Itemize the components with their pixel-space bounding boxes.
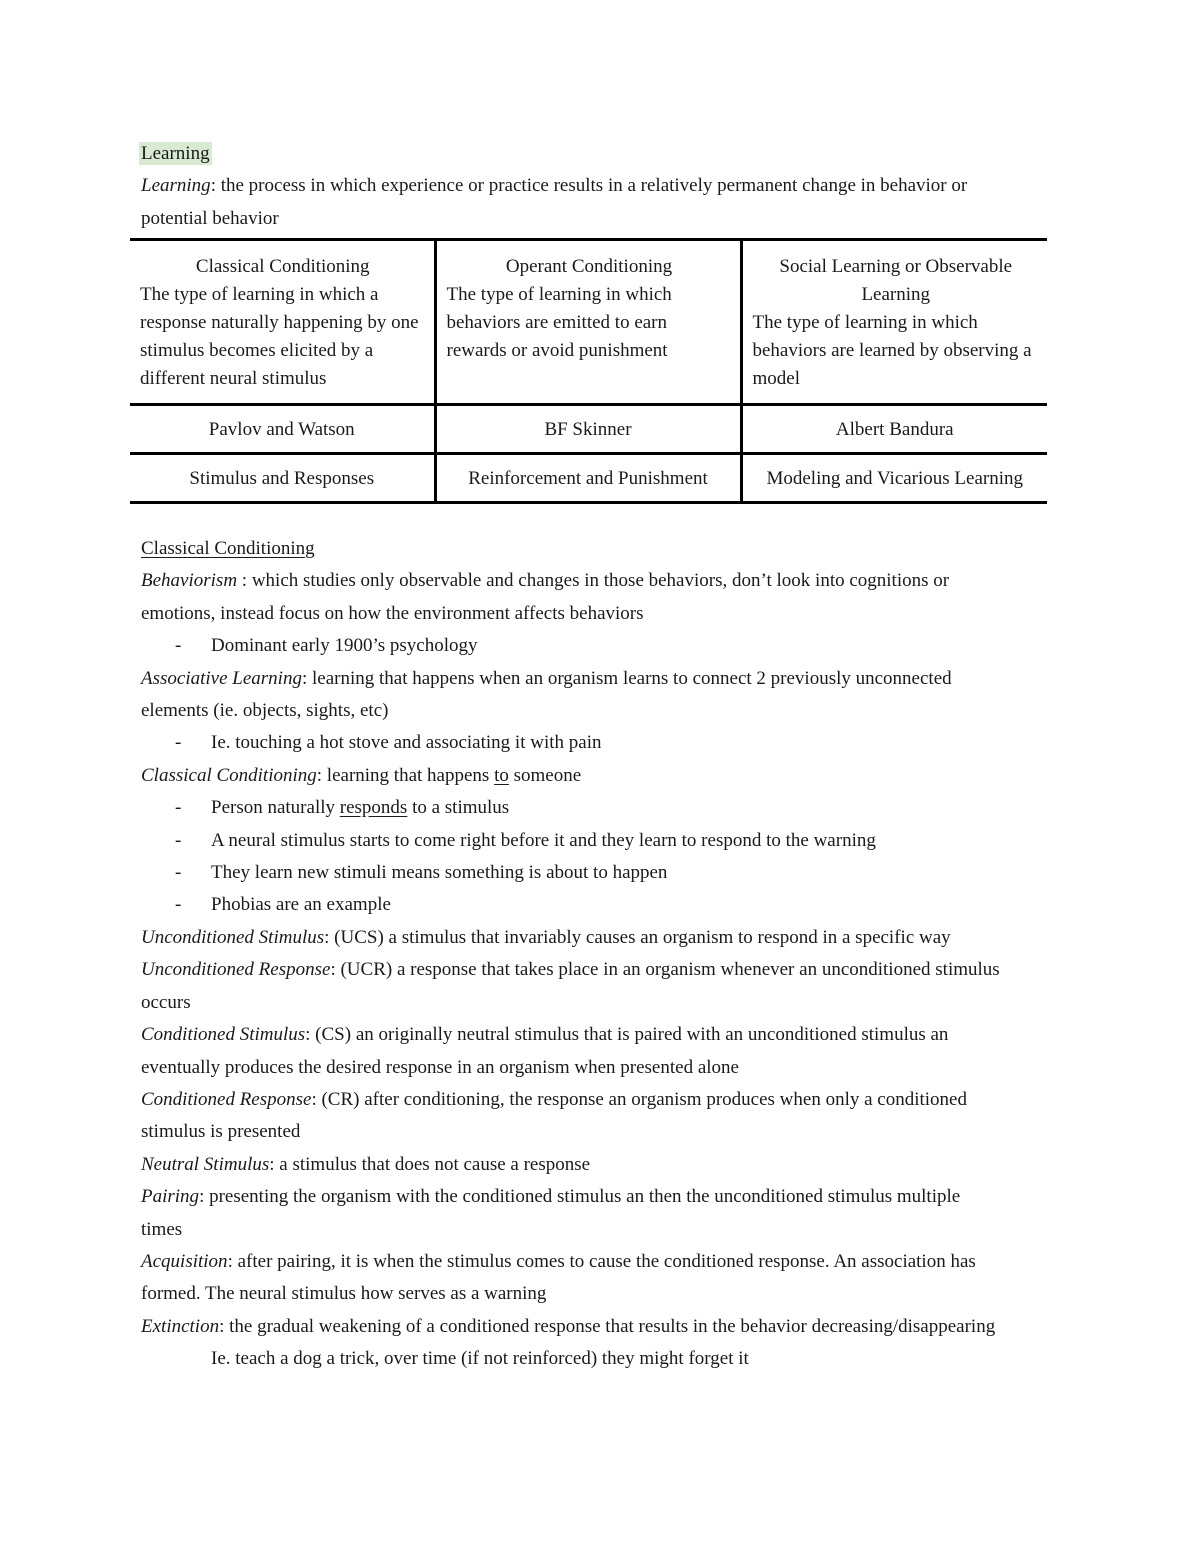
- term: Unconditioned Response: [141, 959, 331, 981]
- definition-line: Neutral Stimulus: a stimulus that does not cause a response: [141, 1153, 591, 1175]
- example-line: Ie. teach a dog a trick, over time (if not reinforced) they might forget it: [211, 1348, 749, 1370]
- definition-line: Conditioned Response: (CR) after conditioning, the response an organism produces when only a conditioned: [141, 1088, 967, 1110]
- table-cell: BF Skinner: [435, 405, 741, 454]
- term: Associative Learning: [141, 667, 302, 689]
- page-heading: [141, 138, 1061, 170]
- bullet-dash: -: [175, 635, 182, 657]
- definition-line: eventually produces the desired response in an organism when presented alone: [141, 1056, 739, 1078]
- learning-definition: Learning: the process in which experience or practice results in a relatively permanent change in behavior or: [141, 175, 968, 197]
- table-cell: [741, 240, 1047, 405]
- column-title: Operant Conditioning: [505, 256, 673, 277]
- definition-line: occurs: [141, 991, 191, 1013]
- definition-line: times: [141, 1218, 183, 1240]
- definition-line: Acquisition: after pairing, it is when the stimulus comes to cause the conditioned response. An association has: [141, 1250, 976, 1272]
- definition-line: Unconditioned Response: (UCR) a response that takes place in an organism whenever an unconditioned stimulus: [141, 959, 1000, 981]
- heading-highlight: Learning: [141, 143, 210, 164]
- column-description: The type of learning in which behaviors are emitted to earn rewards or avoid punishment: [446, 284, 672, 361]
- intro-block: [141, 138, 1061, 235]
- definition-line: Associative Learning: learning that happens when an organism learns to connect 2 previously unconnected: [141, 667, 952, 689]
- table-cell: Stimulus and Responses: [130, 454, 435, 503]
- column-title: Classical Conditioning: [195, 256, 370, 277]
- learning-definition-cont: potential behavior: [141, 207, 279, 229]
- definition-line: Extinction: the gradual weakening of a conditioned response that results in the behavior decreasing/disappearing: [141, 1315, 996, 1337]
- term: Learning: [141, 175, 211, 197]
- list-item: - Phobias are an example: [141, 889, 1066, 921]
- table-cell: Albert Bandura: [741, 405, 1047, 454]
- table-cell: Modeling and Vicarious Learning: [741, 454, 1047, 503]
- definition-line: Unconditioned Stimulus: (UCS) a stimulus that invariably causes an organism to respond in a specific way: [141, 926, 951, 948]
- table-cell: Pavlov and Watson: [130, 405, 435, 454]
- definition-line: formed. The neural stimulus how serves as a warning: [141, 1283, 547, 1305]
- term: Extinction: [141, 1315, 220, 1337]
- term: Conditioned Stimulus: [141, 1024, 306, 1046]
- definition-line: Classical Conditioning: learning that happens to someone: [141, 764, 582, 786]
- list-item: - Ie. touching a hot stove and associating it with pain: [141, 727, 1066, 759]
- column-description: The type of learning in which behaviors are learned by observing a model: [752, 312, 1032, 389]
- definition-line: elements (ie. objects, sights, etc): [141, 700, 389, 722]
- list-item: - They learn new stimuli means something is about to happen: [141, 857, 1066, 889]
- list-item: - A neural stimulus starts to come right before it and they learn to respond to the warning: [141, 825, 1066, 857]
- bullet-dash: -: [175, 732, 182, 754]
- column-description: The type of learning in which a response naturally happening by one stimulus becomes elicited by a different neural stimulus: [140, 284, 419, 389]
- definition-line: Pairing: presenting the organism with the conditioned stimulus an then the unconditioned stimulus multiple: [141, 1186, 961, 1208]
- list-item: - Person naturally responds to a stimulus: [141, 792, 1066, 824]
- table-cell: [130, 240, 435, 405]
- term: Behaviorism: [141, 570, 238, 592]
- column-title: Social Learning or Observable Learning: [779, 256, 1013, 305]
- bullet-dash: -: [175, 894, 182, 916]
- term: Unconditioned Stimulus: [141, 926, 325, 948]
- definition-line: Conditioned Stimulus: (CS) an originally neutral stimulus that is paired with an unconditioned stimulus an: [141, 1024, 949, 1046]
- table-row: [130, 240, 1047, 405]
- table-cell: Reinforcement and Punishment: [435, 454, 741, 503]
- table-cell: [435, 240, 741, 405]
- table-row: [130, 454, 1047, 503]
- definition-line: emotions, instead focus on how the environment affects behaviors: [141, 602, 644, 624]
- term: Pairing: [141, 1186, 200, 1208]
- table-row: [130, 405, 1047, 454]
- list-item: - Dominant early 1900’s psychology: [141, 630, 1066, 662]
- definition-line: Behaviorism : which studies only observable and changes in those behaviors, don’t look into cognitions or: [141, 570, 950, 592]
- term: Classical Conditioning: [141, 764, 317, 786]
- bullet-dash: -: [175, 797, 182, 819]
- section-title: Classical Conditioning: [141, 538, 315, 559]
- term: Acquisition: [141, 1250, 228, 1272]
- learning-types-table: [130, 238, 1047, 504]
- term: Conditioned Response: [141, 1088, 312, 1110]
- bullet-dash: -: [175, 862, 182, 884]
- term: Neutral Stimulus: [141, 1153, 270, 1175]
- bullet-dash: -: [175, 829, 182, 851]
- classical-conditioning-notes: [141, 533, 1066, 1376]
- definition-line: stimulus is presented: [141, 1121, 301, 1143]
